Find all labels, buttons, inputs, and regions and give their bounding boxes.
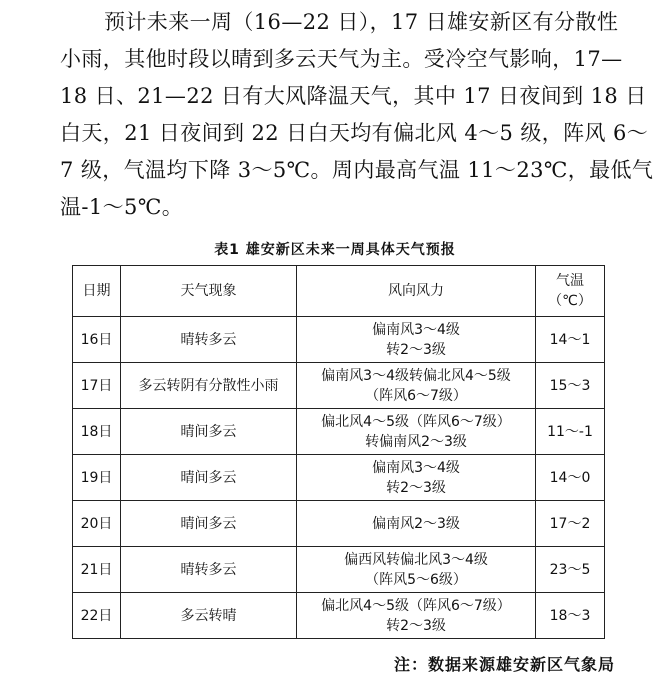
cell-weather: 多云转阴有分散性小雨 [121, 363, 297, 409]
cell-wind-line1: 偏南风3～4级 [372, 459, 460, 476]
cell-date: 16日 [73, 317, 121, 363]
cell-date: 20日 [73, 501, 121, 547]
paragraph-line: 温-1～5℃。 [60, 195, 184, 219]
paragraph-line: 小雨，其他时段以晴到多云天气为主。受冷空气影响，17— [60, 47, 623, 71]
cell-temp: 14～0 [536, 455, 605, 501]
table-row [73, 363, 605, 409]
cell-weather: 晴间多云 [121, 455, 297, 501]
cell-temp: 17～2 [536, 501, 605, 547]
header-temp-unit: （℃） [548, 293, 592, 309]
header-wind: 风向风力 [297, 266, 536, 317]
cell-date: 19日 [73, 455, 121, 501]
cell-wind-line1: 偏南风3～4级 [372, 321, 460, 338]
cell-wind [297, 547, 536, 593]
cell-wind [297, 363, 536, 409]
cell-wind-line1: 偏南风2～3级 [372, 515, 460, 532]
paragraph-line: 18 日、21—22 日有大风降温天气，其中 17 日夜间到 18 日 [60, 84, 647, 108]
cell-weather: 晴转多云 [121, 317, 297, 363]
cell-temp: 14～1 [536, 317, 605, 363]
cell-wind-line1: 偏北风4～5级（阵风6～7级） [321, 597, 511, 614]
cell-temp: 15～3 [536, 363, 605, 409]
table-row [73, 501, 605, 547]
cell-weather: 多云转晴 [121, 593, 297, 639]
table-row [73, 547, 605, 593]
paragraph-line: 7 级，气温均下降 3～5℃。周内最高气温 11～23℃，最低气 [60, 158, 654, 182]
cell-wind-line2: 转2～3级 [386, 479, 446, 496]
cell-temp: 23～5 [536, 547, 605, 593]
paragraph-line: 预计未来一周（16—22 日），17 日雄安新区有分散性 [104, 10, 619, 34]
cell-wind-line2: 转偏南风2～3级 [365, 433, 467, 450]
cell-wind-line2: 转2～3级 [386, 341, 446, 358]
table-row [73, 455, 605, 501]
cell-wind [297, 455, 536, 501]
header-weather: 天气现象 [121, 266, 297, 317]
header-date: 日期 [73, 266, 121, 317]
cell-date: 17日 [73, 363, 121, 409]
paragraph-line: 白天，21 日夜间到 22 日白天均有偏北风 4～5 级，阵风 6～ [60, 121, 649, 145]
header-temp-label: 气温 [556, 273, 584, 289]
cell-weather: 晴间多云 [121, 501, 297, 547]
cell-wind-line2: （阵风6～7级） [365, 387, 467, 404]
cell-wind [297, 593, 536, 639]
table-caption: 表1 雄安新区未来一周具体天气预报 [214, 242, 456, 258]
cell-wind-line1: 偏北风4～5级（阵风6～7级） [321, 413, 511, 430]
table-row [73, 593, 605, 639]
cell-wind-line1: 偏南风3～4级转偏北风4～5级 [321, 367, 511, 384]
cell-temp: 11～-1 [536, 409, 605, 455]
cell-temp: 18～3 [536, 593, 605, 639]
cell-wind-line1: 偏西风转偏北风3～4级 [344, 551, 488, 568]
forecast-paragraph [60, 4, 654, 226]
forecast-table [72, 265, 605, 639]
cell-wind-line2: 转2～3级 [386, 617, 446, 634]
cell-wind [297, 409, 536, 455]
cell-date: 21日 [73, 547, 121, 593]
cell-date: 22日 [73, 593, 121, 639]
cell-wind [297, 317, 536, 363]
source-note: 注：数据来源雄安新区气象局 [393, 655, 615, 674]
table-row [73, 409, 605, 455]
cell-wind [297, 501, 536, 547]
table-header-row [73, 266, 605, 317]
header-temp [536, 266, 605, 317]
cell-weather: 晴间多云 [121, 409, 297, 455]
cell-date: 18日 [73, 409, 121, 455]
table-row [73, 317, 605, 363]
cell-wind-line2: （阵风5～6级） [365, 571, 467, 588]
cell-weather: 晴转多云 [121, 547, 297, 593]
